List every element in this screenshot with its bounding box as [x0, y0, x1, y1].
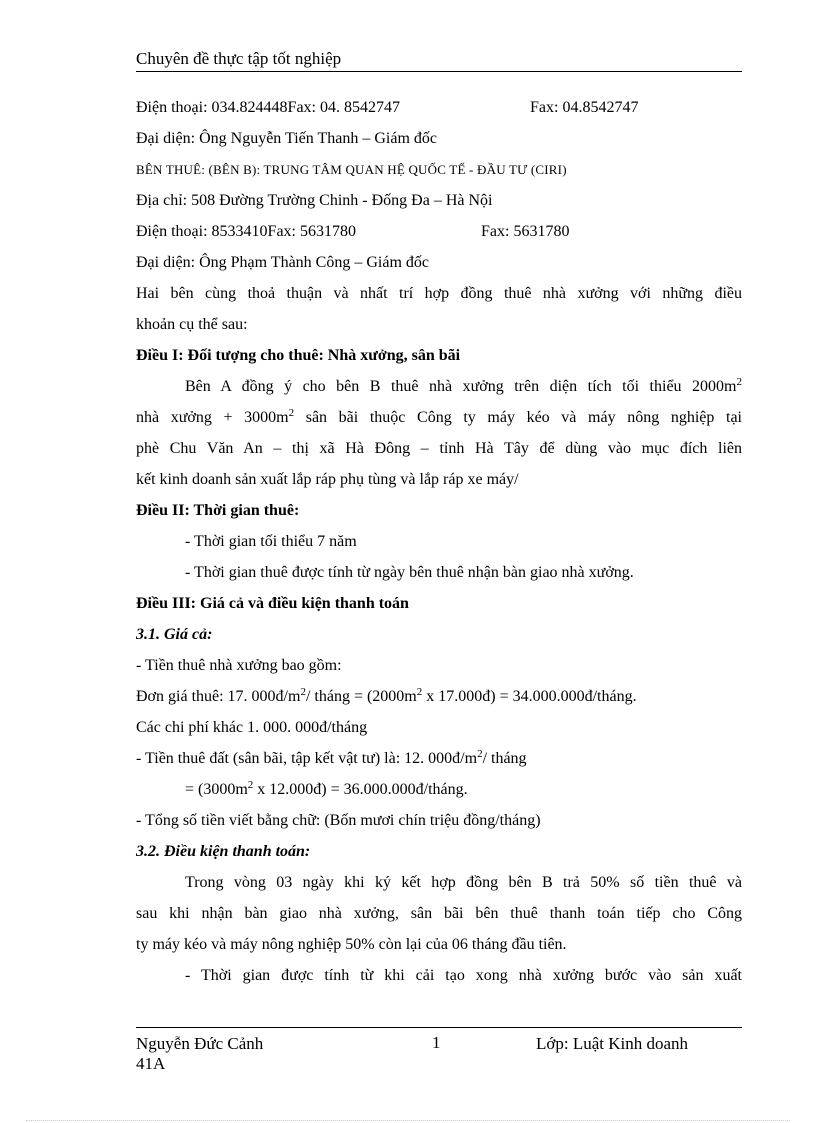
article-1-text: sân bãi thuộc Công ty máy kéo và máy nông nghiệp tại [294, 409, 742, 426]
page-number: 1 [432, 1033, 441, 1052]
agreement-line-2: khoản cụ thể sau: [136, 316, 248, 333]
header-title: Chuyên đề thực tập tốt nghiệp [136, 49, 342, 68]
price-text: x 17.000đ) = 34.000.000đ/tháng. [422, 688, 637, 705]
section-3-1-line-5 [136, 774, 742, 805]
section-3-1-line-4 [136, 743, 742, 774]
section-3-2-line-4: - Thời gian được tính từ khi cải tạo xong nhà xưởng bước vào sản xuất [185, 967, 742, 984]
section-3-1-line-2 [136, 681, 742, 712]
footer-class: Lớp: Luật Kinh doanh [536, 1034, 689, 1053]
article-1-text: Bên A đồng ý cho bên B thuê nhà xưởng trên diện tích tối thiểu 2000m [185, 378, 737, 395]
superscript: 2 [247, 779, 254, 791]
superscript: 2 [736, 376, 742, 388]
land-total-text: = (3000m [185, 781, 248, 798]
article-1-line-1 [136, 371, 742, 402]
price-text: / tháng = (2000m [305, 688, 417, 705]
party-b-heading: BÊN THUÊ: (BÊN B): TRUNG TÂM QUAN HỆ QUỐC TẾ - ĐẦU TƯ (CIRI) [136, 162, 567, 177]
party-b-phone: Điện thoại: 8533410Fax: 5631780 [136, 223, 356, 240]
party-a-representative: Đại diện: Ông Nguyễn Tiến Thanh – Giám đốc [136, 130, 438, 147]
land-total-text: x 12.000đ) = 36.000.000đ/tháng. [253, 781, 468, 798]
party-a-phone: Điện thoại: 034.824448Fax: 04. 8542747 [136, 99, 400, 116]
page-bottom-divider [26, 1120, 790, 1121]
section-3-2-line-3: ty máy kéo và máy nông nghiệp 50% còn lại của 06 tháng đầu tiên. [136, 936, 567, 953]
page-footer [136, 1027, 742, 1073]
section-3-2-title: 3.2. Điều kiện thanh toán: [136, 843, 311, 860]
article-1-line-3: phè Chu Văn An – thị xã Hà Đông – tỉnh Hà Tây để dùng vào mục đích liên [136, 440, 742, 457]
land-price-text: - Tiền thuê đất (sân bãi, tập kết vật tư) là: 12. 000đ/m [136, 750, 478, 767]
page-header [136, 48, 742, 72]
party-b-address: Địa chỉ: 508 Đường Trường Chinh - Đống Đa – Hà Nội [136, 192, 493, 209]
section-3-2-line-2: sau khi nhận bàn giao nhà xưởng, sân bãi bên thuê thanh toán tiếp cho Công [136, 905, 742, 922]
superscript: 2 [477, 748, 483, 760]
article-1-title: Điều I: Đối tượng cho thuê: Nhà xưởng, sân bãi [136, 347, 461, 364]
party-b-representative: Đại diện: Ông Phạm Thành Công – Giám đốc [136, 254, 429, 271]
section-3-1-title: 3.1. Giá cả: [136, 626, 213, 643]
agreement-line-1: Hai bên cùng thoả thuận và nhất trí hợp đồng thuê nhà xưởng với những điều [136, 285, 742, 302]
footer-author: Nguyễn Đức Cảnh 41A [136, 1034, 264, 1073]
superscript: 2 [416, 686, 423, 698]
party-b-phone-line [136, 216, 742, 247]
article-2-title: Điều II: Thời gian thuê: [136, 502, 300, 519]
party-b-fax: Fax: 5631780 [481, 223, 570, 240]
section-3-1-line-3: Các chi phí khác 1. 000. 000đ/tháng [136, 719, 368, 736]
article-2-item-1: - Thời gian tối thiểu 7 năm [185, 533, 357, 550]
superscript: 2 [300, 686, 306, 698]
party-a-phone-line [136, 92, 742, 123]
section-3-1-line-1: - Tiền thuê nhà xưởng bao gồm: [136, 657, 342, 674]
section-3-2-line-1: Trong vòng 03 ngày khi ký kết hợp đồng bên B trả 50% số tiền thuê và [185, 874, 742, 891]
land-price-text: / tháng [482, 750, 527, 767]
article-1-line-2 [136, 402, 742, 433]
superscript: 2 [288, 407, 295, 419]
article-2-item-2: - Thời gian thuê được tính từ ngày bên thuê nhận bàn giao nhà xưởng. [185, 564, 634, 581]
price-text: Đơn giá thuê: 17. 000đ/m [136, 688, 301, 705]
article-3-title: Điều III: Giá cả và điều kiện thanh toán [136, 595, 409, 612]
party-a-fax: Fax: 04.8542747 [530, 99, 639, 116]
document-body [136, 92, 742, 991]
article-1-line-4: kết kinh doanh sản xuất lắp ráp phụ tùng và lắp ráp xe máy/ [136, 471, 519, 488]
section-3-1-line-6: - Tổng số tiền viết bằng chữ: (Bốn mươi chín triệu đồng/tháng) [136, 812, 541, 829]
article-1-text: nhà xưởng + 3000m [136, 409, 289, 426]
